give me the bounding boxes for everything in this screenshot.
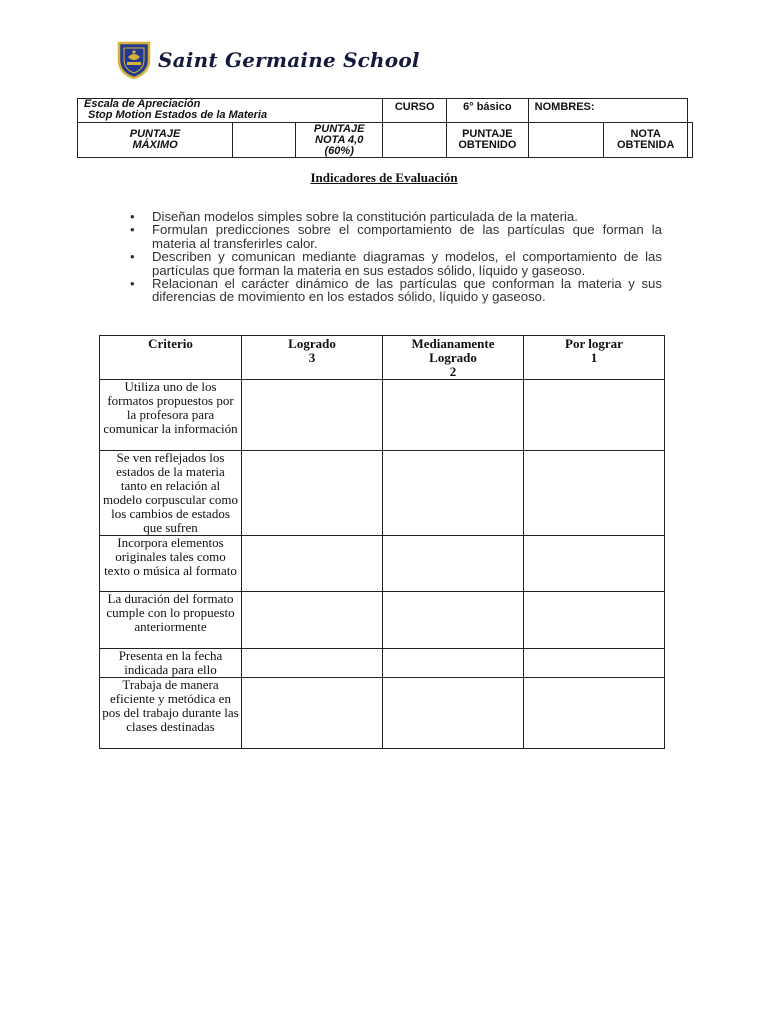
nota-obtenida-value — [688, 123, 693, 158]
scale-subtitle: Stop Motion Estados de la Materia — [88, 109, 268, 121]
score-cell-medianamente — [383, 678, 524, 749]
section-title: Indicadores de Evaluación — [310, 170, 458, 185]
score-cell-por-lograr — [524, 678, 665, 749]
school-header — [116, 40, 420, 80]
nota-obtenida-line1: NOTA — [630, 128, 661, 140]
table-row — [100, 592, 665, 649]
table-row — [100, 536, 665, 592]
puntaje-nota-value — [383, 123, 447, 158]
score-cell-medianamente — [383, 649, 524, 678]
medianamente-label-line1: Medianamente — [411, 336, 495, 351]
table-row — [100, 649, 665, 678]
score-cell-por-lograr — [524, 649, 665, 678]
puntaje-maximo-value — [233, 123, 296, 158]
score-cell-logrado — [242, 678, 383, 749]
school-crest-icon — [116, 40, 152, 80]
score-cell-por-lograr — [524, 451, 665, 536]
criterio-header: Criterio — [100, 336, 242, 380]
curso-value: 6° básico — [447, 99, 529, 123]
score-cell-por-lograr — [524, 380, 665, 451]
score-cell-por-lograr — [524, 536, 665, 592]
score-cell-medianamente — [383, 451, 524, 536]
puntaje-nota-line2: NOTA 4,0 — [315, 133, 364, 146]
puntaje-maximo-line1: PUNTAJE — [129, 128, 181, 140]
puntaje-obtenido-value — [528, 123, 604, 158]
score-cell-logrado — [242, 592, 383, 649]
nota-obtenida-label — [604, 123, 688, 158]
por-lograr-header — [524, 336, 665, 380]
indicators-list — [128, 210, 662, 304]
score-cell-logrado — [242, 451, 383, 536]
puntaje-nota-label — [296, 123, 383, 158]
scale-title: Escala de Apreciación — [84, 98, 201, 110]
puntaje-obtenido-label — [447, 123, 529, 158]
score-cell-logrado — [242, 649, 383, 678]
indicator-item: • Relacionan el carácter dinámico de las partículas que conforman la materia y sus diferencias de movimiento en los estados sólido, líquido y gaseoso. — [128, 277, 662, 304]
puntaje-nota-line1: PUNTAJE — [313, 122, 365, 135]
criterion-cell: Se ven reflejados los estados de la materia tanto en relación al modelo corpuscular como los cambios de estados que sufren — [100, 451, 242, 536]
puntaje-maximo-line2: MÁXIMO — [132, 139, 178, 151]
score-cell-logrado — [242, 380, 383, 451]
logrado-header — [242, 336, 383, 380]
nombres-label: NOMBRES: — [528, 99, 687, 123]
table-row — [100, 678, 665, 749]
score-cell-logrado — [242, 536, 383, 592]
medianamente-label-line2: Logrado — [429, 350, 477, 365]
table-row — [100, 380, 665, 451]
criterion-cell: La duración del formato cumple con lo propuesto anteriormente — [100, 592, 242, 649]
rubric-table — [99, 335, 665, 749]
logrado-label: Logrado — [288, 336, 336, 351]
curso-label: CURSO — [383, 99, 447, 123]
logrado-score: 3 — [308, 350, 316, 365]
criterion-cell: Utiliza uno de los formatos propuestos por la profesora para comunicar la información — [100, 380, 242, 451]
medianamente-header — [383, 336, 524, 380]
puntaje-nota-line3: (60%) — [324, 144, 354, 157]
evaluation-info-table — [77, 98, 693, 158]
medianamente-score: 2 — [449, 364, 457, 379]
school-name: Saint Germaine School — [158, 48, 420, 72]
score-cell-por-lograr — [524, 592, 665, 649]
score-cell-medianamente — [383, 536, 524, 592]
indicator-item: • Diseñan modelos simples sobre la constitución particulada de la materia. — [128, 210, 662, 223]
score-cell-medianamente — [383, 380, 524, 451]
score-cell-medianamente — [383, 592, 524, 649]
scale-title-cell — [78, 99, 383, 123]
puntaje-maximo-label — [78, 123, 233, 158]
puntaje-obtenido-line1: PUNTAJE — [462, 128, 513, 140]
nota-obtenida-line2: OBTENIDA — [616, 139, 675, 151]
criterion-cell: Incorpora elementos originales tales como texto o música al formato — [100, 536, 242, 592]
criterion-cell: Presenta en la fecha indicada para ello — [100, 649, 242, 678]
por-lograr-score: 1 — [590, 350, 598, 365]
por-lograr-label: Por lograr — [565, 336, 623, 351]
indicator-item: • Describen y comunican mediante diagramas y modelos, el comportamiento de las partículas que forman la materia en sus estados sólido, líquido y gaseoso. — [128, 250, 662, 277]
puntaje-obtenido-line2: OBTENIDO — [458, 139, 517, 151]
criterion-cell: Trabaja de manera eficiente y metódica en pos del trabajo durante las clases destinadas — [100, 678, 242, 749]
indicator-item: • Formulan predicciones sobre el comportamiento de las partículas que forman la materia al transferirles calor. — [128, 223, 662, 250]
table-row — [100, 451, 665, 536]
